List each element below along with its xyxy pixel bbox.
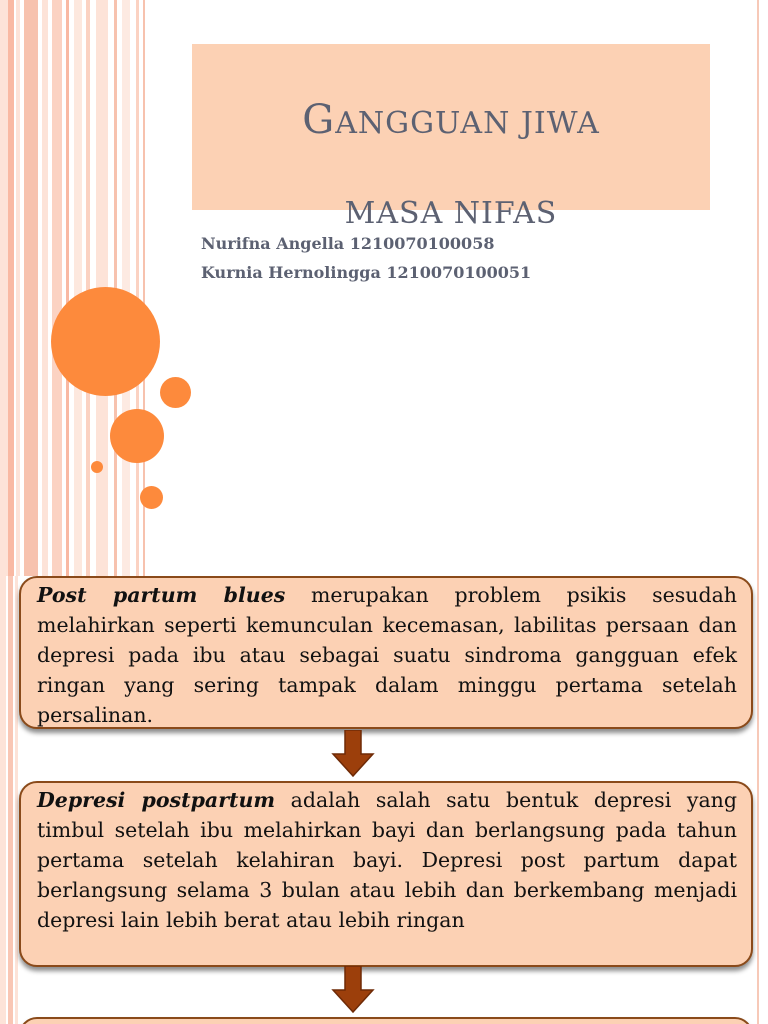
definition-text-1: merupakan problem psikis sesudah melahirkan seperti kemunculan kecemasan, labilitas persaan dan depresi pada ibu atau sebagai suatu sindroma gangguan efek ringan yang sering tampak dalam minggu pertama setelah persalinan. bbox=[37, 583, 738, 727]
decorative-circle-small-2 bbox=[140, 486, 163, 509]
down-arrow-icon-2 bbox=[331, 966, 375, 1014]
author-1: Nurifna Angella 1210070100058 bbox=[201, 234, 495, 253]
decorative-right-line bbox=[757, 0, 759, 576]
decorative-circle-medium bbox=[110, 409, 164, 463]
definition-text-2: adalah salah satu bentuk depresi yang timbul setelah ibu melahirkan bayi dan berlangsung pada tahun pertama setelah kelahiran bayi. Depresi post partum dapat berlangsung selama 3 bulan atau lebih dan berkembang menjadi depresi lain lebih berat atau lebih ringan bbox=[37, 788, 737, 932]
down-arrow-icon bbox=[331, 730, 375, 778]
decorative-circle-small bbox=[160, 377, 191, 408]
definition-box-3 bbox=[19, 1017, 753, 1024]
definition-box-depresi-postpartum bbox=[19, 781, 753, 967]
title-box bbox=[192, 44, 710, 231]
slide-title-line2: MASA NIFAS bbox=[344, 196, 558, 231]
definition-box-post-partum-blues bbox=[19, 576, 753, 729]
authors bbox=[201, 229, 531, 287]
term-depresi-postpartum: Depresi postpartum bbox=[37, 788, 276, 812]
author-2: Kurnia Hernolingga 1210070100051 bbox=[201, 263, 532, 282]
decorative-stripes bbox=[0, 0, 150, 576]
term-post-partum-blues: Post partum blues bbox=[37, 583, 286, 607]
slide-title-line1: GANGGUAN JIWA bbox=[302, 97, 600, 143]
decorative-circle-large bbox=[51, 287, 160, 396]
content-slide bbox=[0, 576, 768, 1024]
decorative-circle-tiny bbox=[91, 461, 103, 473]
